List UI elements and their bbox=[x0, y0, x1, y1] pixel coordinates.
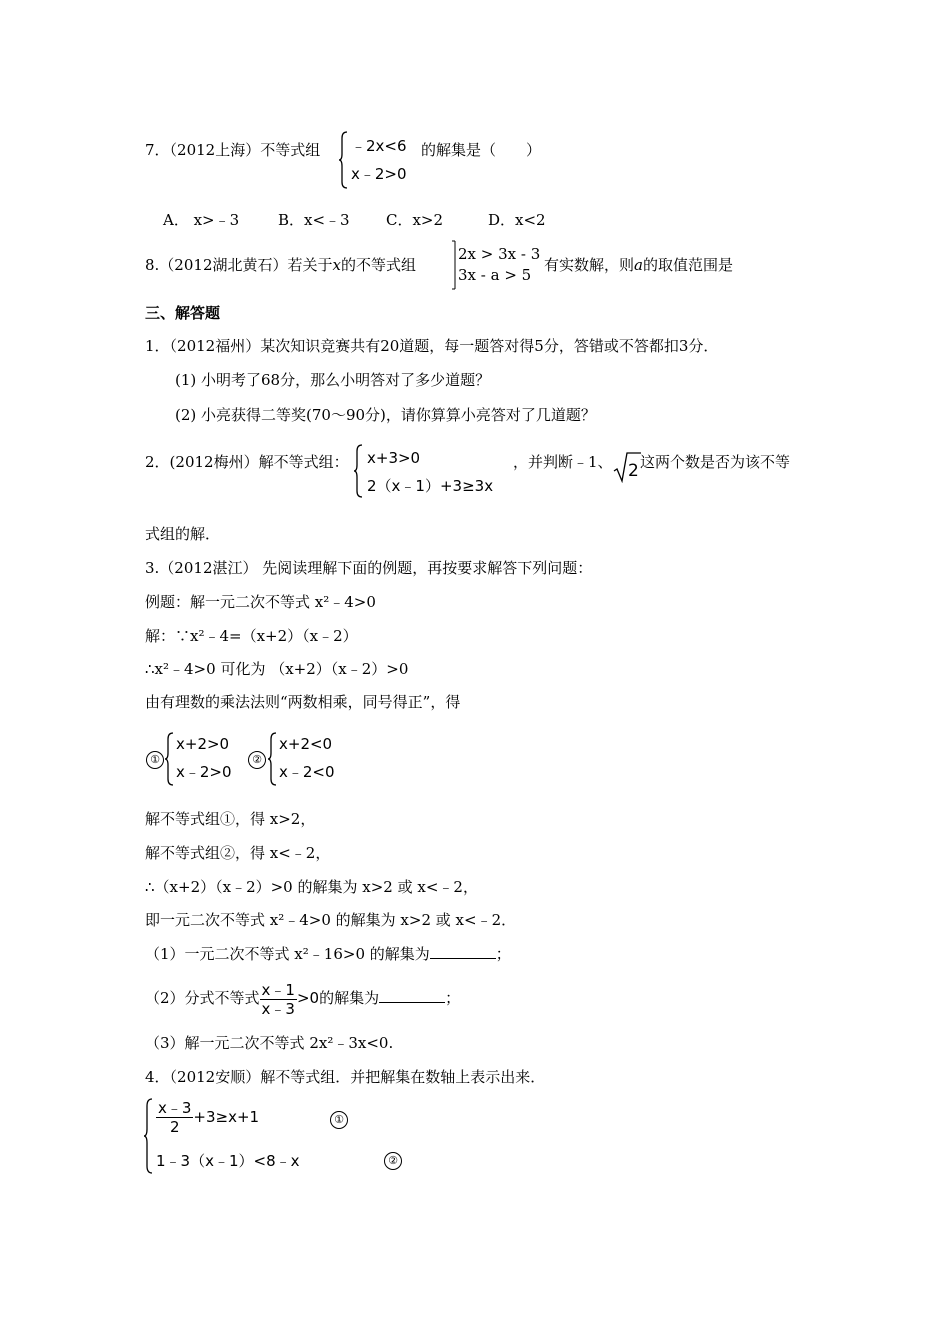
a2-sys-row-2: 2（x﹣1）+3≥3x bbox=[367, 477, 494, 495]
fraction-numerator: x﹣3 bbox=[158, 1099, 192, 1117]
q7-suffix: 的解集是（ ） bbox=[421, 141, 542, 159]
q8-part-1: 8.（2012湖北黄石）若关于 bbox=[145, 256, 333, 274]
q7-inequality-system bbox=[339, 130, 429, 190]
left-brace-icon bbox=[354, 443, 364, 499]
a2-mid: ，并判断﹣1、 bbox=[513, 453, 613, 471]
circled-two: ② bbox=[384, 1152, 402, 1170]
sqrt-value: 2 bbox=[628, 461, 639, 481]
a3-question-2-end: ； bbox=[445, 989, 461, 1007]
left-brace-icon bbox=[449, 240, 457, 290]
a2-suffix: 这两个数是否为该不等 bbox=[640, 453, 791, 471]
a4-intro: 4．（2012安顺）解不等式组．并把解集在数轴上表示出来． bbox=[145, 1068, 546, 1086]
q8-var-x: x bbox=[332, 256, 341, 274]
section-title: 三、解答题 bbox=[145, 304, 221, 322]
left-brace-icon bbox=[268, 731, 278, 787]
a3-system-1 bbox=[165, 731, 235, 787]
q8-part-3: 有实数解，则 bbox=[544, 256, 635, 274]
a4-row-1-rest: +3≥x+1 bbox=[193, 1108, 260, 1126]
sqrt-expression bbox=[613, 451, 641, 483]
fraction bbox=[156, 1099, 193, 1136]
a3-question-2 bbox=[145, 978, 460, 1018]
a3-question-2-prefix: （2）分式不等式 bbox=[145, 989, 260, 1007]
answer-blank-2[interactable] bbox=[379, 988, 445, 1003]
fraction-numerator: x﹣1 bbox=[261, 980, 295, 999]
q8-part-4: 的取值范围是 bbox=[642, 256, 733, 274]
a3-solution: 解：∵x²﹣4=（x+2）（x﹣2） bbox=[145, 627, 358, 645]
a3-question-1-text: （1）一元二次不等式 x²﹣16>0 的解集为 bbox=[145, 945, 430, 963]
a2-prefix: 2．(2012梅州）解不等式组： bbox=[145, 453, 349, 471]
a3-result-3: ∴（x+2）（x﹣2）>0 的解集为 x>2 或 x<﹣2， bbox=[145, 878, 478, 896]
a4-sys-row-1 bbox=[156, 1097, 259, 1137]
a3-result-4: 即一元二次不等式 x²﹣4>0 的解集为 x>2 或 x<﹣2． bbox=[145, 911, 517, 929]
a2-inequality-system bbox=[354, 443, 524, 499]
fraction-denominator: 2 bbox=[169, 1118, 180, 1136]
a4-row-2-label bbox=[384, 1150, 402, 1170]
q8-var-a: a bbox=[634, 256, 643, 274]
a2-continuation: 式组的解． bbox=[145, 525, 221, 543]
q8-inequality-system bbox=[449, 240, 545, 290]
a1-line: 1．（2012福州）某次知识竞赛共有20道题，每一题答对得5分，答错或不答都扣3分． bbox=[145, 337, 719, 355]
q7-sys-row-2: x﹣2>0 bbox=[351, 165, 407, 183]
fraction-denominator: x﹣3 bbox=[261, 999, 295, 1018]
a3-sys2-row-1: x+2<0 bbox=[279, 735, 333, 753]
q7-option-c: C．x>2 bbox=[386, 211, 444, 229]
q7-option-b: B．x<﹣3 bbox=[278, 211, 350, 229]
a1-sub-1: (1) 小明考了68分，那么小明答对了多少道题？ bbox=[175, 371, 491, 389]
a1-sub-2: (2) 小亮获得二等奖(70～90分)，请你算算小亮答对了几道题？ bbox=[175, 406, 596, 424]
a4-row-1-label bbox=[330, 1109, 348, 1129]
circled-one: ① bbox=[146, 751, 164, 769]
answer-blank-1[interactable] bbox=[430, 944, 496, 959]
q7-prefix: 7．（2012上海）不等式组 bbox=[145, 141, 321, 159]
q7-option-a: A． x>﹣3 bbox=[163, 211, 240, 229]
left-brace-icon bbox=[165, 731, 175, 787]
a3-sys2-row-2: x﹣2<0 bbox=[279, 763, 335, 781]
a3-question-1-end: ； bbox=[495, 945, 511, 963]
q8-line bbox=[145, 255, 416, 275]
a3-question-1 bbox=[145, 944, 511, 964]
a3-example: 例题：解一元二次不等式 x²﹣4>0 bbox=[145, 593, 376, 611]
a3-result-1: 解不等式组①，得 x>2， bbox=[145, 810, 316, 828]
q8-part-2: 的不等式组 bbox=[340, 256, 416, 274]
left-brace-icon bbox=[339, 130, 349, 190]
a3-question-2-post: >0的解集为 bbox=[296, 989, 380, 1007]
a3-question-3: （3）解一元二次不等式 2x²﹣3x<0. bbox=[145, 1034, 394, 1052]
q7-option-d: D．x<2 bbox=[488, 211, 546, 229]
a3-sys1-row-2: x﹣2>0 bbox=[176, 763, 232, 781]
circled-two: ② bbox=[248, 751, 266, 769]
a3-label-1 bbox=[146, 748, 164, 769]
q8-sys-row-1: 2x > 3x - 3 bbox=[458, 245, 541, 263]
a3-then: ∴x²﹣4>0 可化为 （x+2）（x﹣2）>0 bbox=[145, 660, 409, 678]
a3-result-2: 解不等式组②，得 x<﹣2， bbox=[145, 844, 331, 862]
left-brace-icon bbox=[144, 1097, 154, 1175]
a3-system-2 bbox=[268, 731, 353, 787]
a4-sys-row-2: 1﹣3（x﹣1）<8﹣x bbox=[156, 1152, 300, 1170]
a3-label-2 bbox=[248, 748, 266, 769]
q8-line-end bbox=[544, 255, 733, 275]
circled-one: ① bbox=[330, 1111, 348, 1129]
a3-rule: 由有理数的乘法法则“两数相乘，同号得正”，得 bbox=[145, 693, 461, 711]
fraction bbox=[260, 981, 297, 1018]
a2-sys-row-1: x+3>0 bbox=[367, 449, 421, 467]
a3-sys1-row-1: x+2>0 bbox=[176, 735, 230, 753]
a4-inequality-system bbox=[144, 1097, 414, 1175]
q8-sys-row-2: 3x - a > 5 bbox=[458, 266, 532, 284]
a3-intro: 3.（2012湛江） 先阅读理解下面的例题，再按要求解答下列问题： bbox=[145, 559, 593, 577]
q7-sys-row-1: ﹣2x<6 bbox=[351, 137, 407, 155]
